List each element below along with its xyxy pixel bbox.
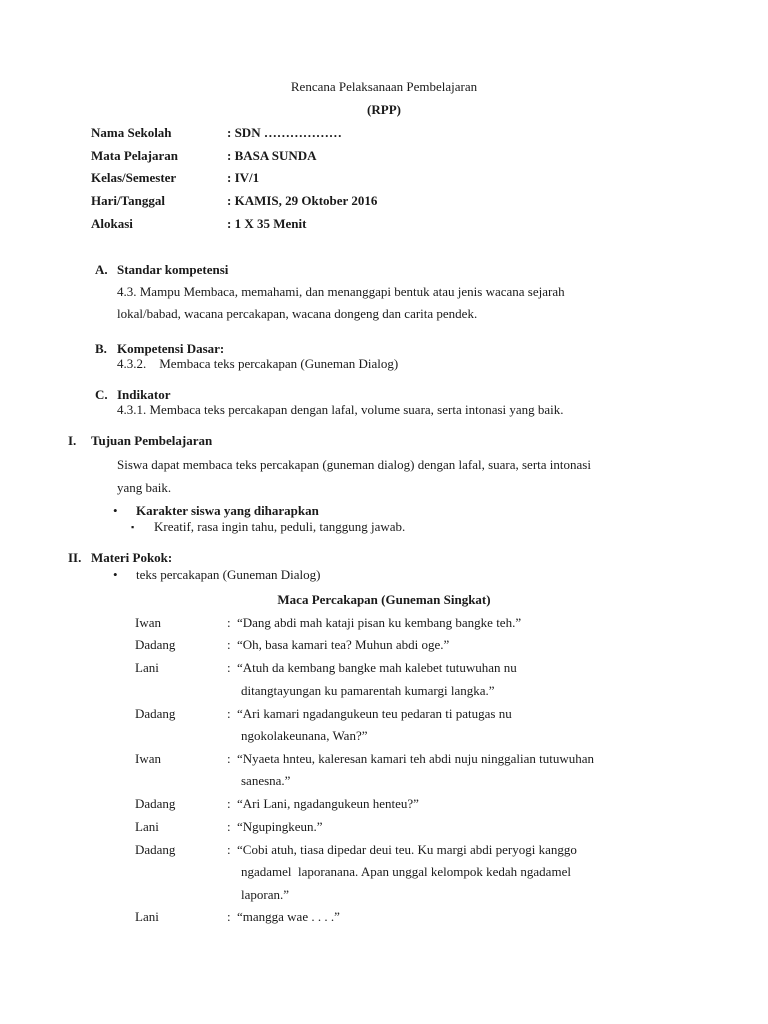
dialog-line: “Ari Lani, ngadangukeun henteu?” xyxy=(237,796,419,811)
dialog-line: “Ngupingkeun.” xyxy=(237,819,323,834)
section-text: yang baik. xyxy=(117,480,172,495)
dialog-line: “Dang abdi mah kataji pisan ku kembang bangke teh.” xyxy=(237,615,522,630)
identity-label: Kelas/Semester xyxy=(91,170,177,185)
dialog-speaker: Iwan xyxy=(135,751,161,766)
dialog-speaker: Dadang xyxy=(135,796,176,811)
dialog-colon: : xyxy=(227,637,231,652)
dialog-line: “Nyaeta hnteu, kaleresan kamari teh abdi nuju ninggalian tutuwuhan xyxy=(237,751,595,766)
document-subtitle: (RPP) xyxy=(367,102,401,117)
dialog-line: “mangga wae . . . .” xyxy=(237,909,340,924)
identity-value: : SDN ……………… xyxy=(227,125,342,140)
section-heading: Kompetensi Dasar: xyxy=(117,341,225,356)
section-text: Siswa dapat membaca teks percakapan (guneman dialog) dengan lafal, suara, serta intonasi xyxy=(117,457,591,472)
bullet-icon: • xyxy=(113,503,118,518)
dialog-colon: : xyxy=(227,819,231,834)
dialog-line: “Oh, basa kamari tea? Muhun abdi oge.” xyxy=(237,637,450,652)
identity-label: Nama Sekolah xyxy=(91,125,172,140)
section-marker: I. xyxy=(68,433,77,448)
section-heading: Materi Pokok: xyxy=(91,550,173,565)
subbullet-text: Kreatif, rasa ingin tahu, peduli, tanggung jawab. xyxy=(154,519,406,534)
dialog-line: laporan.” xyxy=(241,887,290,902)
dialog-line: ngokolakeunana, Wan?” xyxy=(241,728,368,743)
dialog-colon: : xyxy=(227,909,231,924)
dialog-line: sanesna.” xyxy=(241,773,291,788)
dialog-speaker: Dadang xyxy=(135,637,176,652)
square-bullet-icon: ▪ xyxy=(131,522,135,532)
dialog-speaker: Lani xyxy=(135,819,159,834)
identity-value: : KAMIS, 29 Oktober 2016 xyxy=(227,193,378,208)
dialog-speaker: Iwan xyxy=(135,615,161,630)
section-heading: Indikator xyxy=(117,387,171,402)
dialog-title: Maca Percakapan (Guneman Singkat) xyxy=(277,592,491,607)
dialog-speaker: Lani xyxy=(135,909,159,924)
dialog-line: ditangtayungan ku pamarentah kumargi langka.” xyxy=(241,683,495,698)
identity-value: : BASA SUNDA xyxy=(227,148,317,163)
dialog-colon: : xyxy=(227,660,231,675)
identity-value: : IV/1 xyxy=(227,170,260,185)
section-marker: II. xyxy=(68,550,82,565)
dialog-colon: : xyxy=(227,751,231,766)
section-marker: A. xyxy=(95,262,108,277)
dialog-colon: : xyxy=(227,706,231,721)
bullet-icon: • xyxy=(113,567,118,582)
dialog-colon: : xyxy=(227,615,231,630)
bullet-text: Karakter siswa yang diharapkan xyxy=(136,503,319,518)
section-text: 4.3.2. Membaca teks percakapan (Guneman Dialog) xyxy=(117,356,399,371)
dialog-line: ngadamel laporanana. Apan unggal kelompok kedah ngadamel xyxy=(241,864,571,879)
section-marker: B. xyxy=(95,341,107,356)
section-marker: C. xyxy=(95,387,108,402)
dialog-colon: : xyxy=(227,842,231,857)
section-text: lokal/babad, wacana percakapan, wacana dongeng dan carita pendek. xyxy=(117,306,478,321)
dialog-speaker: Dadang xyxy=(135,706,176,721)
bullet-text: teks percakapan (Guneman Dialog) xyxy=(136,567,321,582)
section-heading: Tujuan Pembelajaran xyxy=(91,433,213,448)
identity-label: Alokasi xyxy=(91,216,133,231)
dialog-speaker: Lani xyxy=(135,660,159,675)
dialog-speaker: Dadang xyxy=(135,842,176,857)
dialog-line: “Atuh da kembang bangke mah kalebet tutuwuhan nu xyxy=(237,660,517,675)
dialog-colon: : xyxy=(227,796,231,811)
identity-label: Mata Pelajaran xyxy=(91,148,179,163)
section-text: 4.3. Mampu Membaca, memahami, dan menanggapi bentuk atau jenis wacana sejarah xyxy=(117,284,565,299)
document-title: Rencana Pelaksanaan Pembelajaran xyxy=(290,79,478,94)
section-heading: Standar kompetensi xyxy=(117,262,229,277)
identity-label: Hari/Tanggal xyxy=(91,193,165,208)
dialog-line: “Ari kamari ngadangukeun teu pedaran ti patugas nu xyxy=(237,706,512,721)
section-text: 4.3.1. Membaca teks percakapan dengan lafal, volume suara, serta intonasi yang baik. xyxy=(117,402,564,417)
identity-value: : 1 X 35 Menit xyxy=(227,216,307,231)
dialog-line: “Cobi atuh, tiasa dipedar deui teu. Ku margi abdi peryogi kanggo xyxy=(237,842,577,857)
